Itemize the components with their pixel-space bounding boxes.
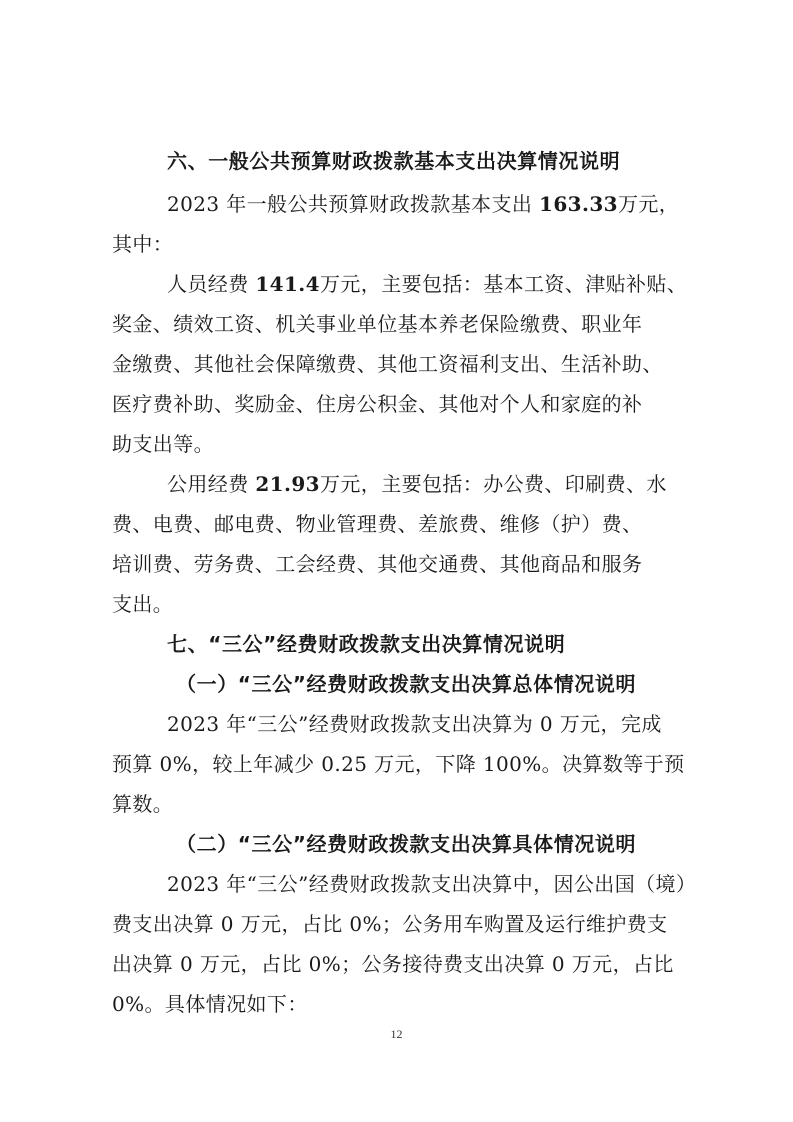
personnel-expense-line-2: 奖金、绩效工资、机关事业单位基本养老保险缴费、职业年: [112, 312, 643, 336]
section-7-sub-1-line-1: 2023 年“三公”经费财政拨款支出决算为 0 万元，完成: [167, 712, 662, 736]
section-6-heading: 六、一般公共预算财政拨款基本支出决算情况说明: [167, 149, 621, 173]
public-expense-amount: 21.93: [255, 472, 320, 496]
personnel-expense-line-4: 医疗费补助、奖励金、住房公积金、其他对个人和家庭的补: [112, 392, 643, 416]
section-7-sub-2-line-4: 0%。具体情况如下：: [112, 992, 308, 1016]
personnel-expense-line-3: 金缴费、其他社会保障缴费、其他工资福利支出、生活补助、: [112, 352, 663, 376]
section-7-sub-2-line-1: 2023 年“三公”经费财政拨款支出决算中，因公出国（境）: [167, 872, 697, 896]
section-7-sub-1-line-2: 预算 0%，较上年减少 0.25 万元，下降 100%。决算数等于预: [112, 752, 685, 776]
basic-expenditure-amount: 163.33: [539, 192, 618, 216]
section-6-paragraph-1-line-1: 2023 年一般公共预算财政拨款基本支出 163.33万元，: [167, 192, 680, 216]
section-7-heading: 七、“三公”经费财政拨款支出决算情况说明: [167, 632, 566, 656]
personnel-expense-line-5: 助支出等。: [112, 432, 214, 456]
section-7-sub-1-line-3: 算数。: [112, 792, 174, 816]
public-expense-line-4: 支出。: [112, 592, 174, 616]
section-7-sub-2-heading: （二）“三公”经费财政拨款支出决算具体情况说明: [176, 832, 637, 856]
personnel-expense-amount: 141.4: [255, 272, 320, 296]
section-7-sub-1-heading: （一）“三公”经费财政拨款支出决算总体情况说明: [176, 672, 637, 696]
public-expense-line-2: 费、电费、邮电费、物业管理费、差旅费、维修（护）费、: [112, 512, 643, 536]
public-expense-line-3: 培训费、劳务费、工会经费、其他交通费、其他商品和服务: [112, 552, 643, 576]
personnel-expense-line-1: 人员经费 141.4万元，主要包括：基本工资、津贴补贴、: [167, 272, 688, 296]
page-number: 12: [390, 1027, 403, 1041]
public-expense-line-1: 公用经费 21.93万元，主要包括：办公费、印刷费、水: [167, 472, 667, 496]
section-7-sub-2-line-2: 费支出决算 0 万元，占比 0%；公务用车购置及运行维护费支: [112, 912, 668, 936]
section-7-sub-2-line-3: 出决算 0 万元，占比 0%；公务接待费支出决算 0 万元，占比: [112, 952, 674, 976]
section-6-paragraph-1-line-2: 其中：: [112, 232, 174, 256]
